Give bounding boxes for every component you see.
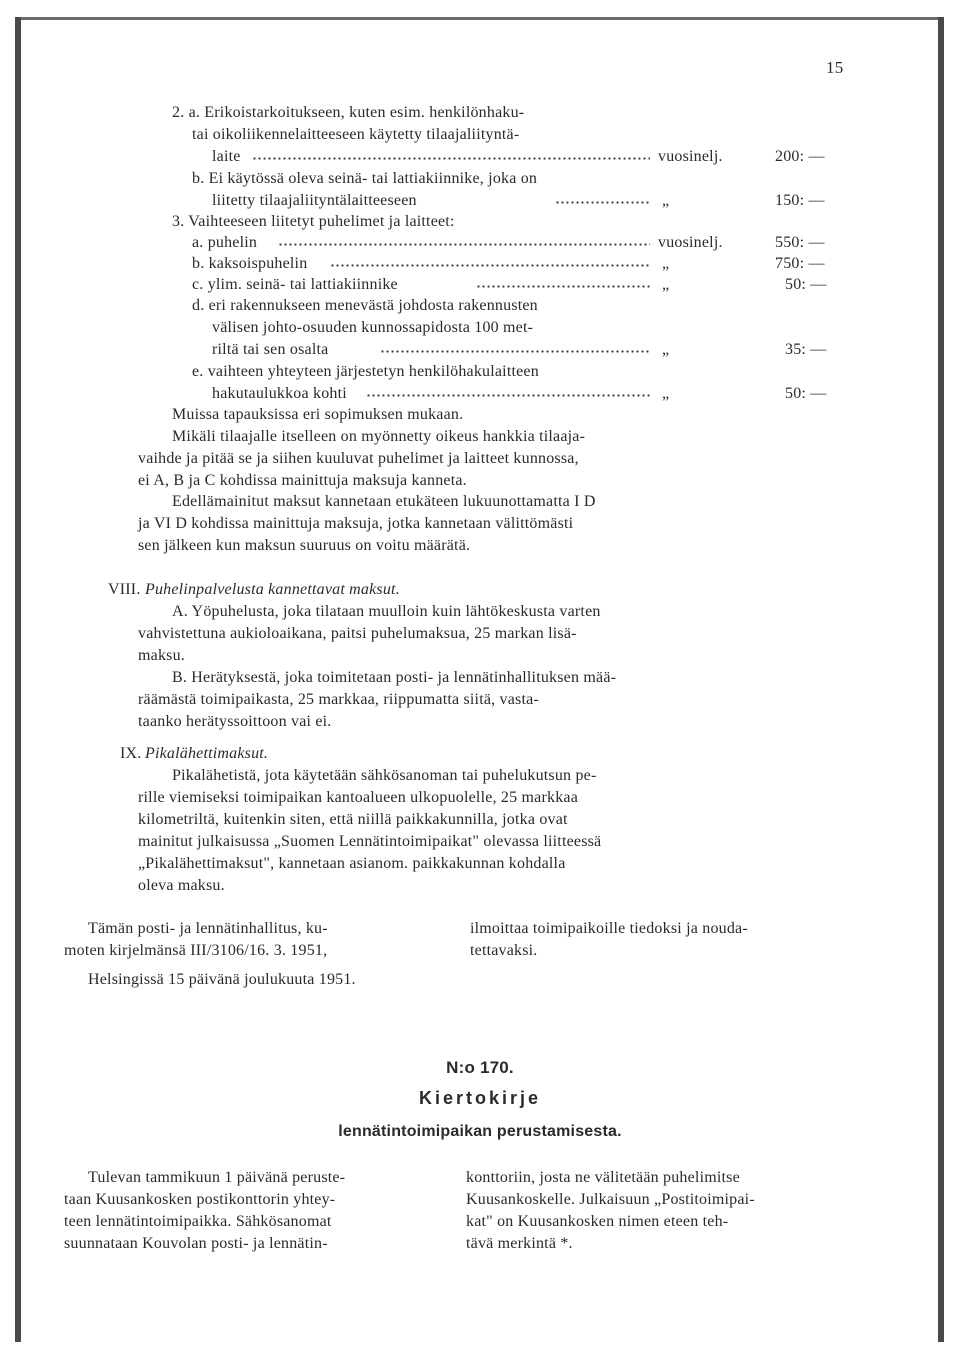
item3a-unit: vuosinelj. xyxy=(658,234,723,251)
item3c-price: 50: — xyxy=(785,276,827,293)
page-number: 15 xyxy=(826,58,844,77)
section8-numeral: VIII. xyxy=(108,581,141,598)
item2b-line2: liitetty tilaajaliityntälaitteeseen xyxy=(212,192,417,209)
item3c-unit: „ xyxy=(662,276,670,293)
item2a-line1: 2. a. Erikoistarkoitukseen, kuten esim. henkilönhaku- xyxy=(172,104,525,121)
section8-b-line1: B. Herätyksestä, joka toimitetaan posti- ja lennätinhallituksen mää- xyxy=(172,669,617,686)
circular-number: N:o 170. xyxy=(446,1058,514,1077)
item3-heading: 3. Vaihteeseen liitetyt puhelimet ja laitteet: xyxy=(172,213,455,230)
item2a-line2: tai oikoliikennelaitteeseen käytetty tilaajaliityntä- xyxy=(192,126,520,143)
dot-leader xyxy=(252,157,650,160)
item3e-line2: hakutaulukkoa kohti xyxy=(212,385,347,402)
section9-line5: „Pikalähettimaksut", kannetaan asianom. paikkakunnan kohdalla xyxy=(138,855,566,872)
item3d-price: 35: — xyxy=(785,341,827,358)
dot-leader xyxy=(380,350,650,353)
circular-left-line3: teen lennätintoimipaikka. Sähkösanomat xyxy=(64,1213,332,1230)
item2a-line3: laite xyxy=(212,148,241,165)
para2-line3: sen jälkeen kun maksun suuruus on voitu määrätä. xyxy=(138,537,471,554)
para2-line2: ja VI D kohdissa mainittuja maksuja, jotka kannetaan välittömästi xyxy=(138,515,574,532)
section9-line1: Pikalähetistä, jota käytetään sähkösanoman tai puhelukutsun pe- xyxy=(172,767,597,784)
scan-border-left xyxy=(15,17,21,1342)
item3d-line2: välisen johto-osuuden kunnossapidosta 100 met- xyxy=(212,319,534,336)
para1-line3: ei A, B ja C kohdissa mainittuja maksuja kanneta. xyxy=(138,472,467,489)
item3b-price: 750: — xyxy=(775,255,825,272)
section9-line4: mainitut julkaisussa „Suomen Lennätintoimipaikat" olevassa liitteessä xyxy=(138,833,602,850)
dot-leader xyxy=(366,394,650,397)
circular-right-line1: konttoriin, josta ne välitetään puhelimitse xyxy=(466,1169,740,1186)
dot-leader xyxy=(476,285,650,288)
item3d-line1: d. eri rakennukseen menevästä johdosta rakennusten xyxy=(192,297,538,314)
item3c-text: c. ylim. seinä- tai lattiakiinnike xyxy=(192,276,398,293)
section8-a-line3: maksu. xyxy=(138,647,185,664)
circular-left-line1: Tulevan tammikuun 1 päivänä peruste- xyxy=(88,1169,346,1186)
item2b-price: 150: — xyxy=(775,192,825,209)
para1-line1: Mikäli tilaajalle itselleen on myönnetty oikeus hankkia tilaaja- xyxy=(172,428,586,445)
item2b-unit: „ xyxy=(662,192,670,209)
item3d-unit: „ xyxy=(662,341,670,358)
scan-border-right xyxy=(938,17,944,1342)
item3e-price: 50: — xyxy=(785,385,827,402)
section8-a-line1: A. Yöpuhelusta, joka tilataan muulloin kuin lähtökeskusta varten xyxy=(172,603,601,620)
para1-line2: vaihde ja pitää se ja siihen kuuluvat puhelimet ja laitteet kunnossa, xyxy=(138,450,579,467)
item2b-line1: b. Ei käytössä oleva seinä- tai lattiakiinnike, joka on xyxy=(192,170,538,187)
circular-left-line2: taan Kuusankosken postikonttorin yhtey- xyxy=(64,1191,336,1208)
section8-a-line2: vahvistettuna aukioloaikana, paitsi puhelumaksua, 25 markan lisä- xyxy=(138,625,577,642)
scan-border-top xyxy=(15,17,944,20)
section9-title: Pikalähettimaksut. xyxy=(145,745,269,762)
section8-b-line2: räämästä toimipaikasta, 25 markkaa, riippumatta siitä, vasta- xyxy=(138,691,539,708)
item2a-price: 200: — xyxy=(775,148,825,165)
dot-leader xyxy=(330,264,650,267)
item3-other-cases: Muissa tapauksissa eri sopimuksen mukaan. xyxy=(172,406,464,423)
closing-left-line1: Tämän posti- ja lennätinhallitus, ku- xyxy=(88,920,328,937)
dot-leader xyxy=(278,243,650,246)
circular-kind: Kiertokirje xyxy=(418,1088,542,1108)
closing-left-line2: moten kirjelmänsä III/3106/16. 3. 1951, xyxy=(64,942,328,959)
para2-line1: Edellämainitut maksut kannetaan etukäteen lukuunottamatta I D xyxy=(172,493,596,510)
circular-left-line4: suunnataan Kouvolan posti- ja lennätin- xyxy=(64,1235,328,1252)
item3b-text: b. kaksoispuhelin xyxy=(192,255,308,272)
circular-right-line3: kat" on Kuusankosken nimen eteen teh- xyxy=(466,1213,729,1230)
item3b-unit: „ xyxy=(662,255,670,272)
place-and-date: Helsingissä 15 päivänä joulukuuta 1951. xyxy=(88,971,356,988)
item3d-line3: riltä tai sen osalta xyxy=(212,341,329,358)
section9-line2: rille viemiseksi toimipaikan kantoalueen ulkopuolelle, 25 markkaa xyxy=(138,789,578,806)
circular-right-line4: tävä merkintä *. xyxy=(466,1235,573,1252)
item3a-price: 550: — xyxy=(775,234,825,251)
section9-line3: kilometriltä, kuitenkin siten, että niillä paikkakunnilla, jotka ovat xyxy=(138,811,568,828)
section8-b-line3: taanko herätyssoittoon vai ei. xyxy=(138,713,332,730)
section9-line6: oleva maksu. xyxy=(138,877,225,894)
section9-numeral: IX. xyxy=(120,745,142,762)
section8-title: Puhelinpalvelusta kannettavat maksut. xyxy=(145,581,400,598)
closing-right-line1: ilmoittaa toimipaikoille tiedoksi ja nouda- xyxy=(470,920,748,937)
circular-right-line2: Kuusankoskelle. Julkaisuun „Postitoimipai- xyxy=(466,1191,755,1208)
circular-subject: lennätintoimipaikan perustamisesta. xyxy=(338,1123,622,1140)
item3e-unit: „ xyxy=(662,385,670,402)
item3e-line1: e. vaihteen yhteyteen järjestetyn henkilöhakulaitteen xyxy=(192,363,539,380)
dot-leader xyxy=(555,201,650,204)
closing-right-line2: tettavaksi. xyxy=(470,942,538,959)
item2a-unit: vuosinelj. xyxy=(658,148,723,165)
item3a-text: a. puhelin xyxy=(192,234,258,251)
